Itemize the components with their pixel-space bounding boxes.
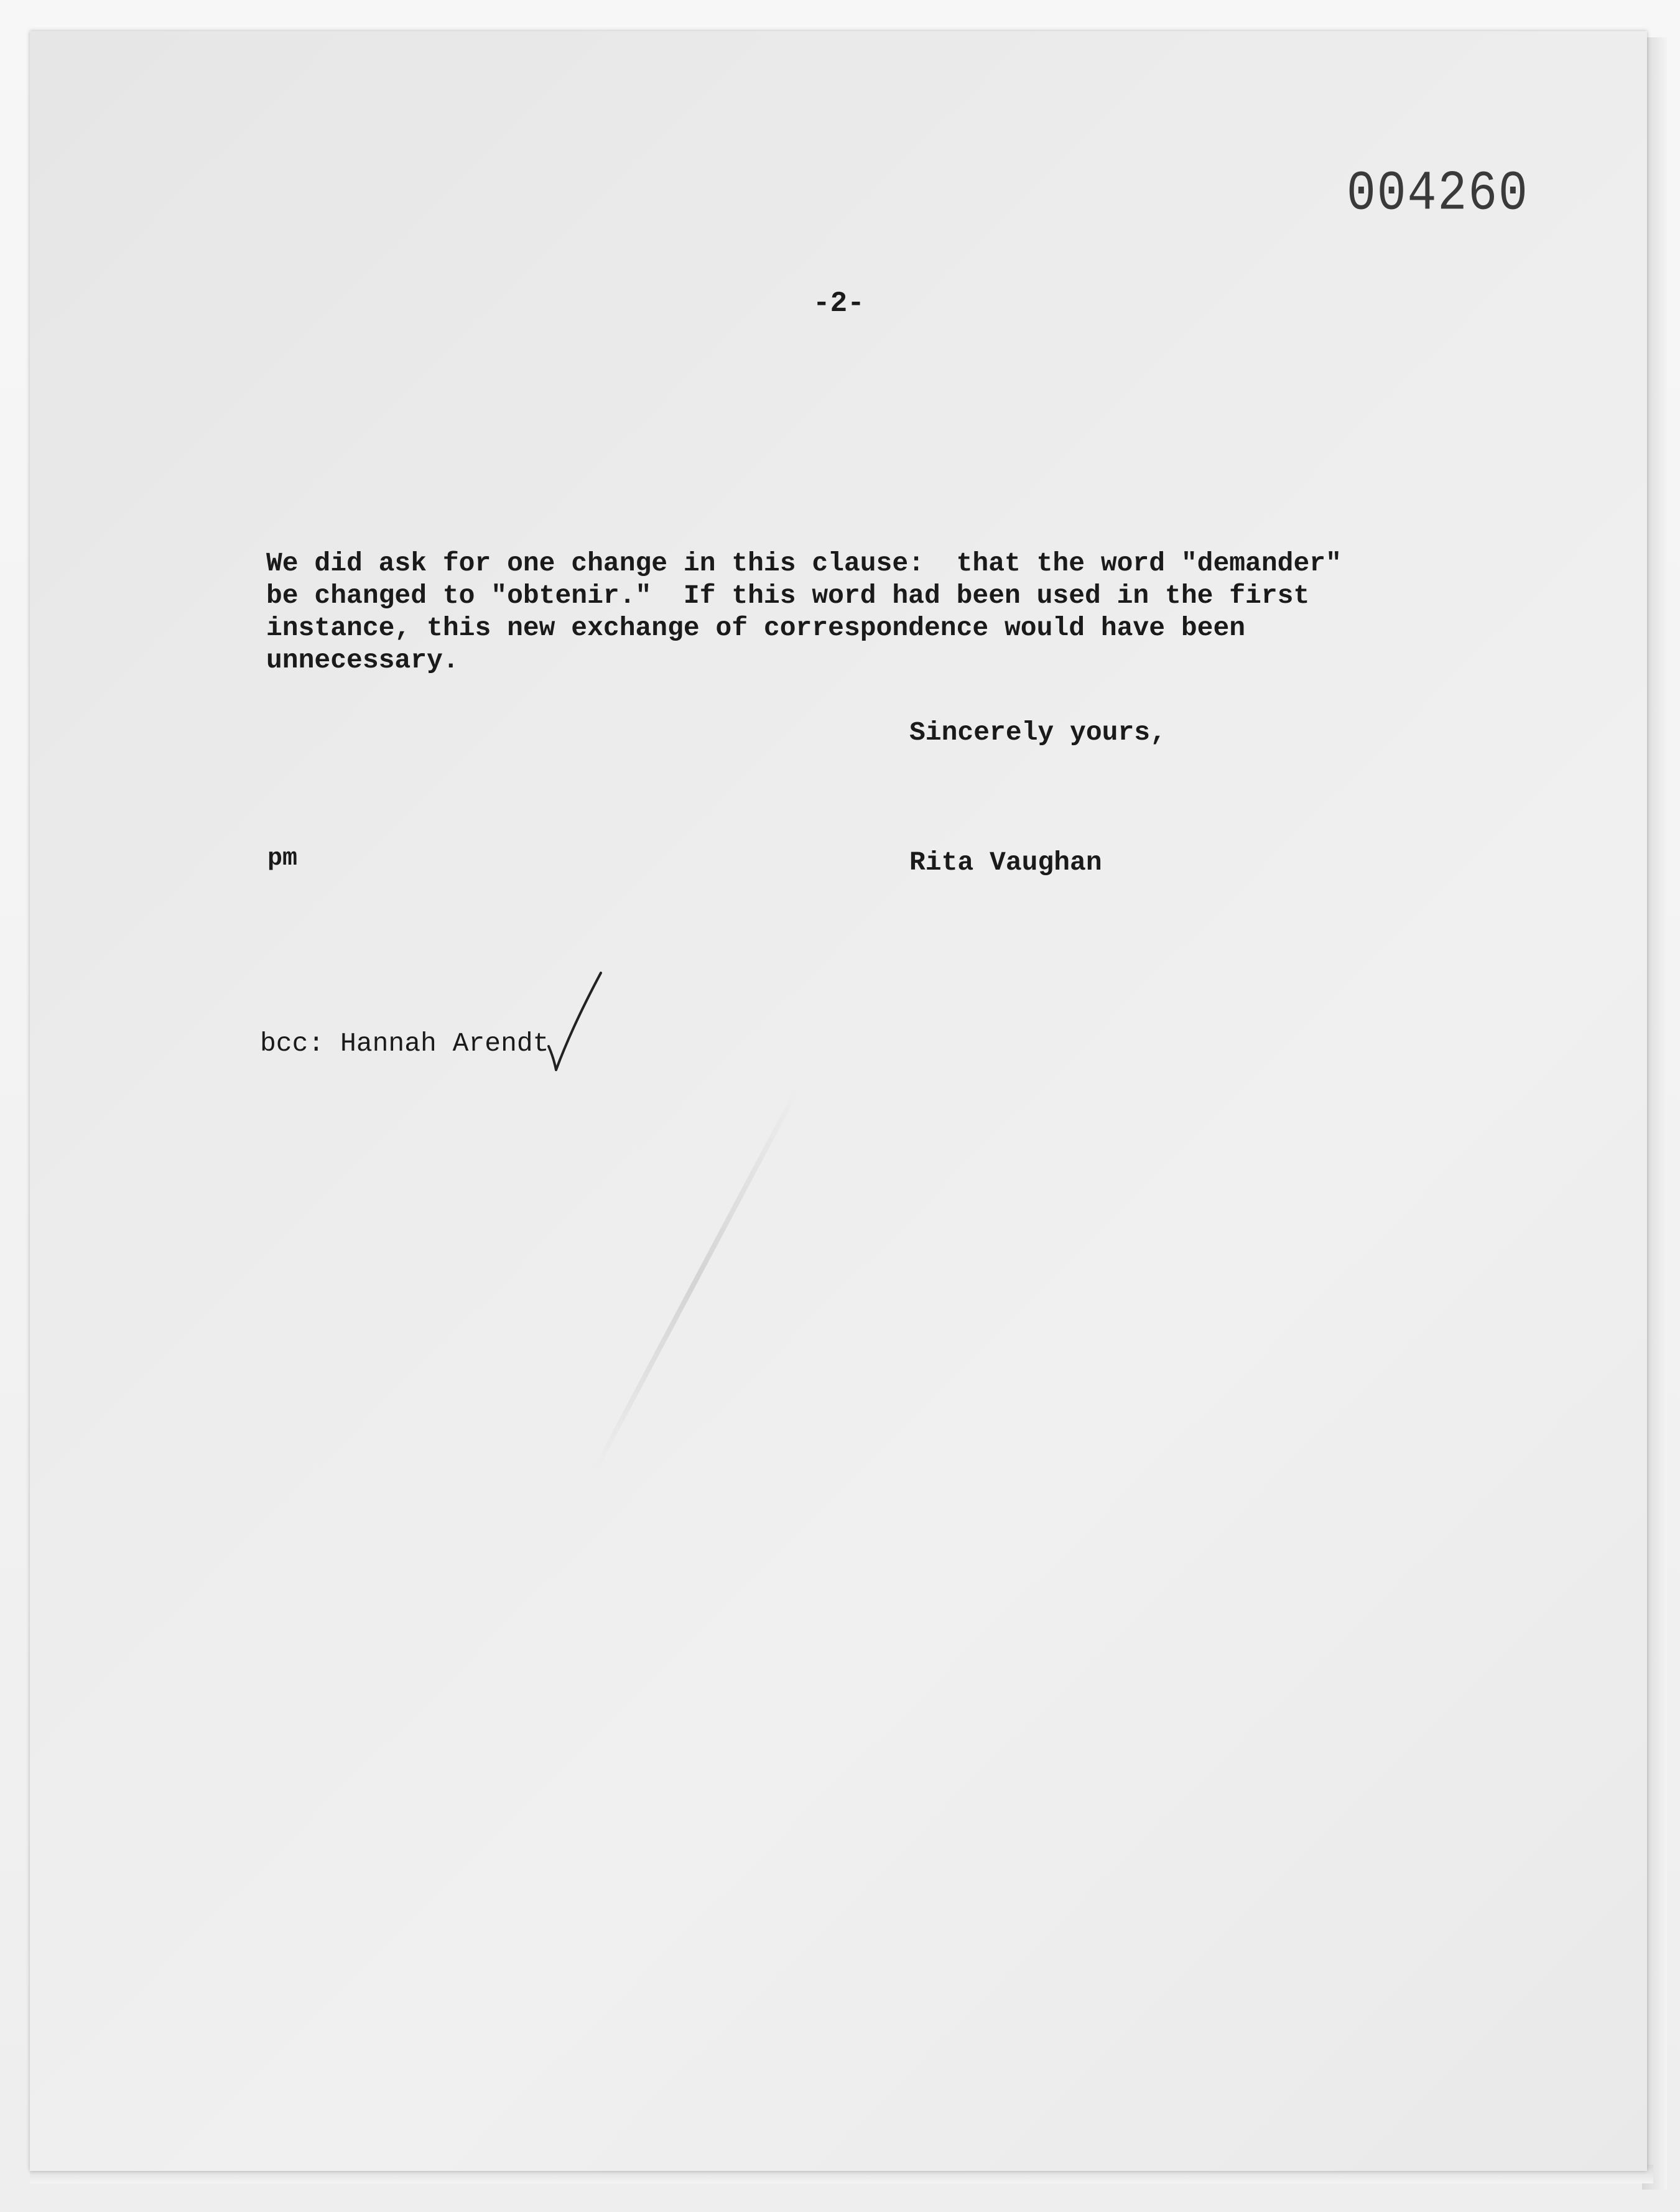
- typist-initials: pm: [267, 845, 298, 873]
- letter-closing: Sincerely yours,: [909, 717, 1166, 748]
- body-line: be changed to "obtenir." If this word had been used in the first: [266, 580, 1310, 611]
- body-line: unnecessary.: [266, 645, 459, 676]
- body-line: instance, this new exchange of correspondence would have been: [266, 613, 1246, 643]
- signer-name: Rita Vaughan: [909, 847, 1102, 878]
- check-mark-icon: [547, 970, 603, 1076]
- body-line: We did ask for one change in this clause: that the word "demander": [266, 548, 1342, 579]
- archive-reference-number: 004260: [1347, 163, 1529, 226]
- bcc-line: bcc: Hannah Arendt: [260, 1028, 549, 1059]
- page-number: -2-: [813, 287, 865, 320]
- paper-crease: [590, 1089, 799, 1475]
- letter-page: [30, 31, 1647, 2171]
- letter-body: [266, 547, 1417, 677]
